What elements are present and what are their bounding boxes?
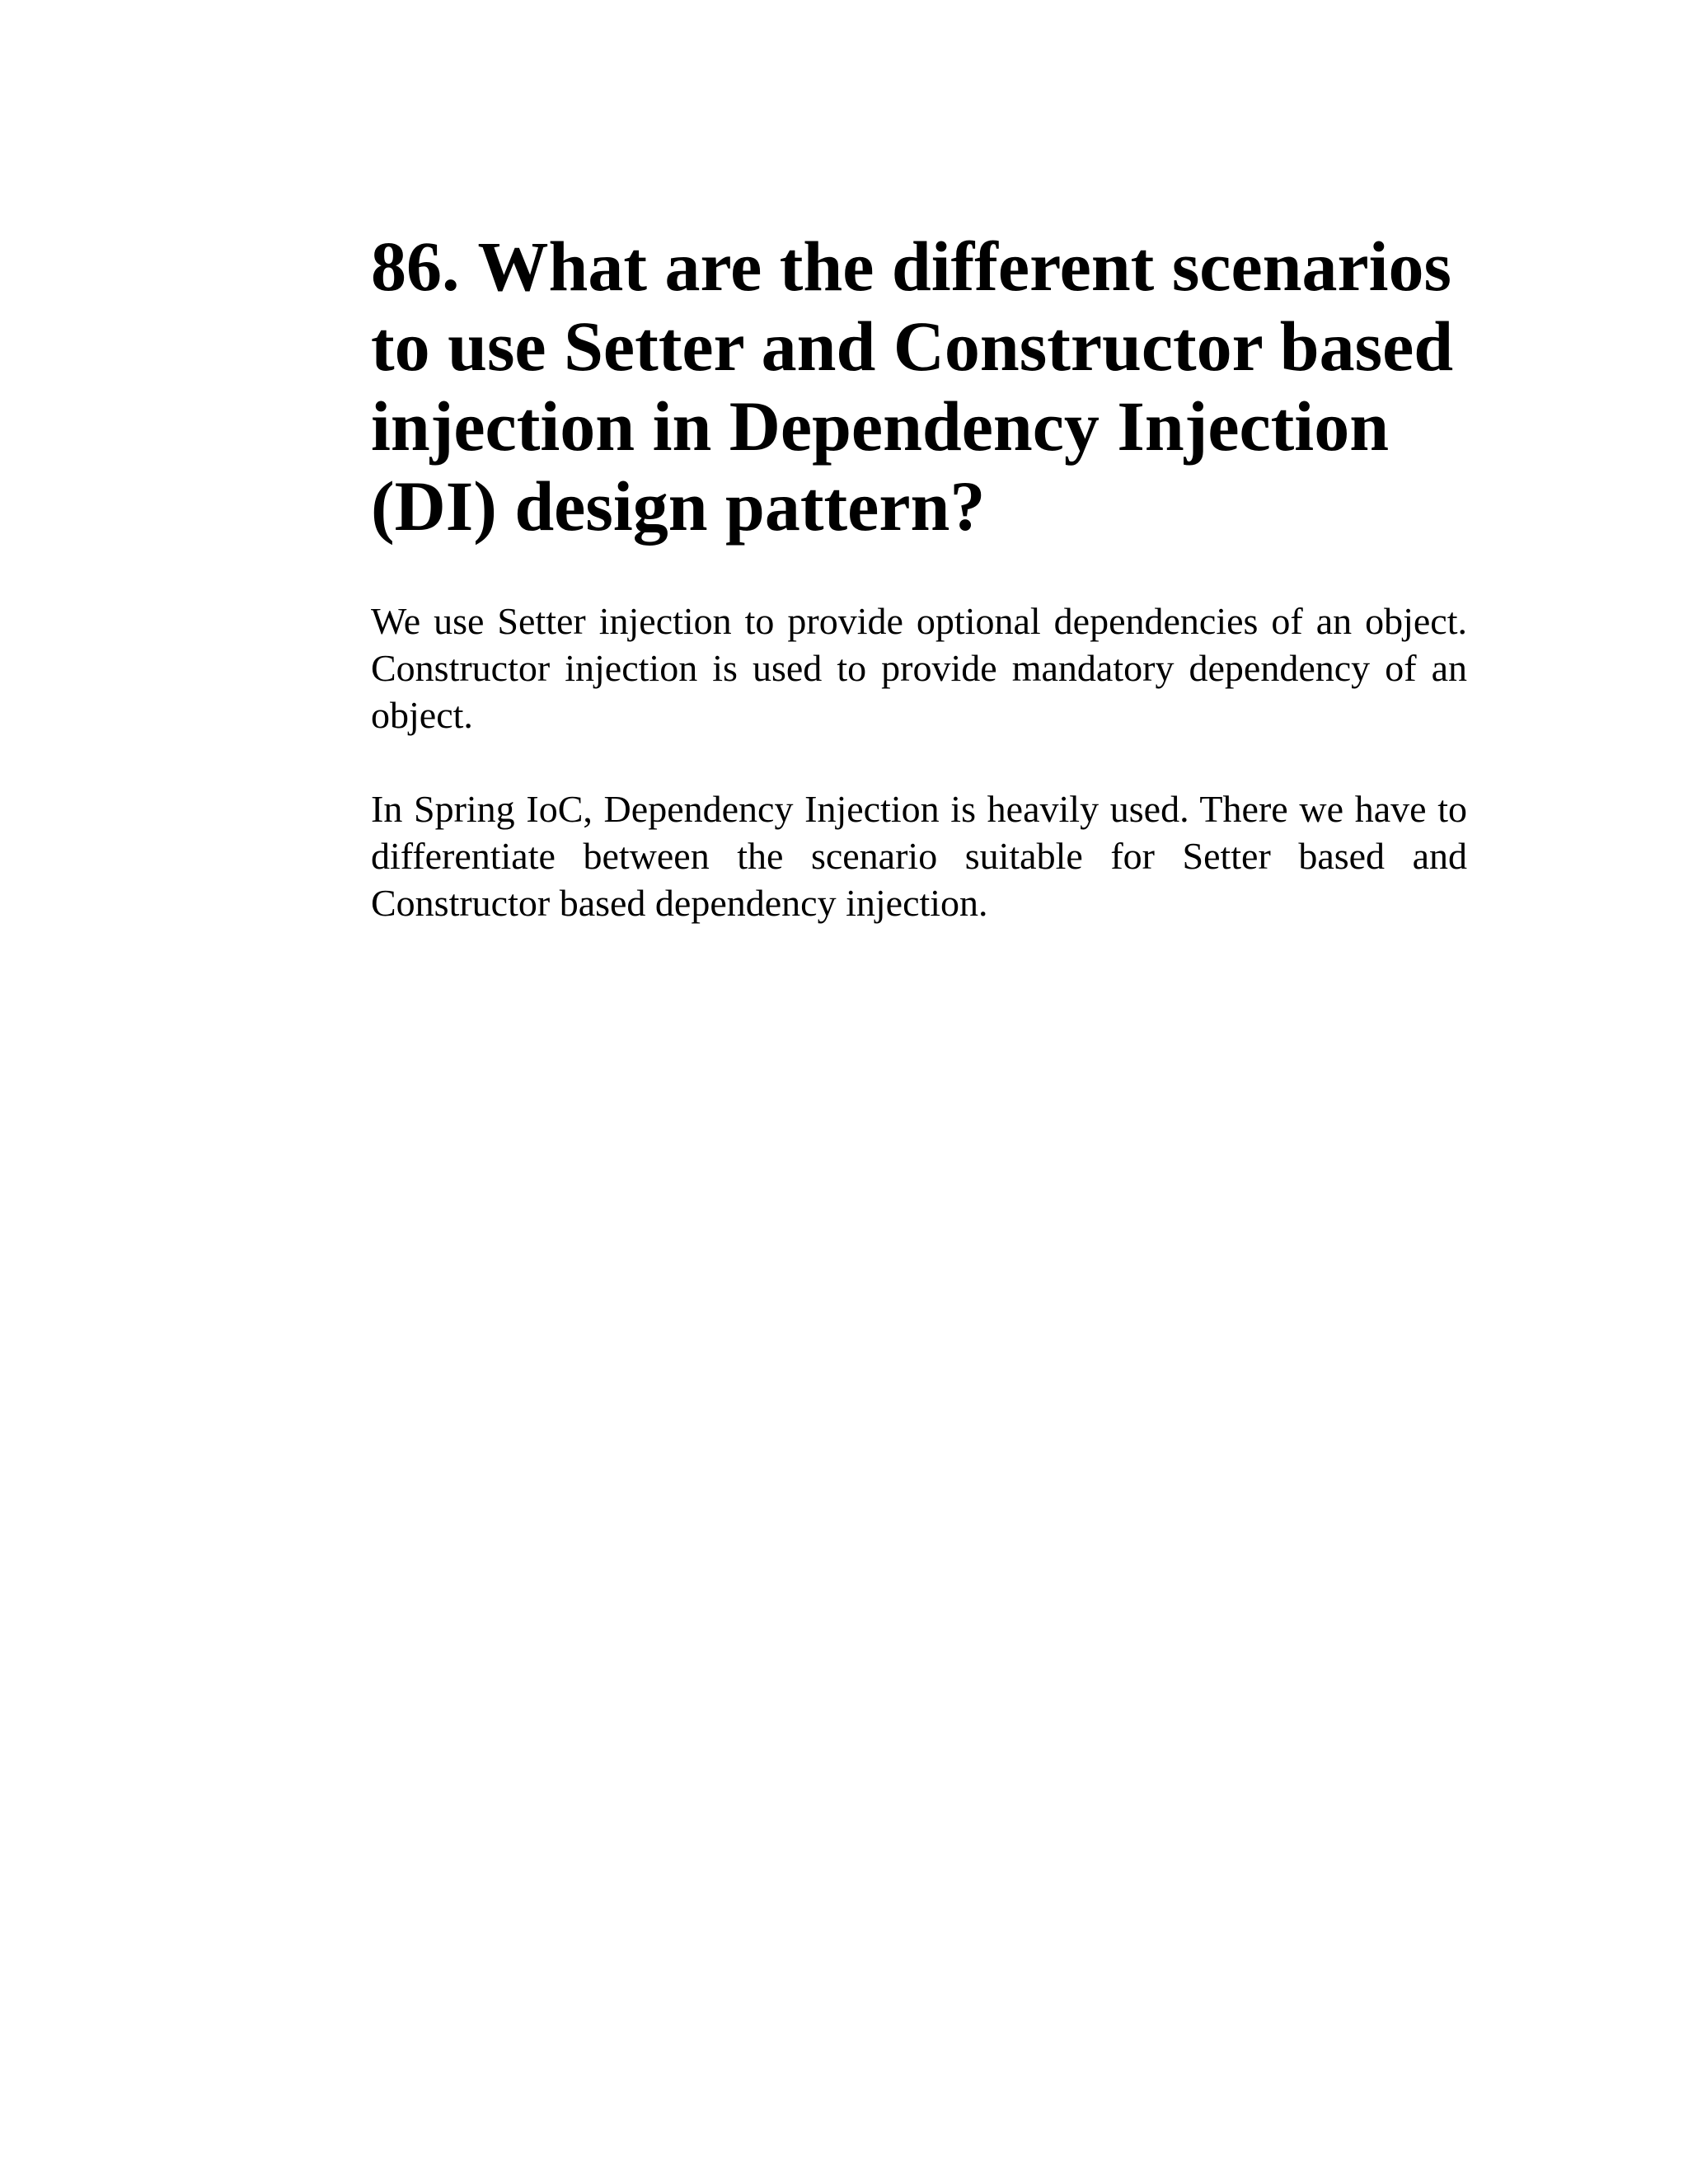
question-number: 86. [371, 227, 460, 306]
answer-paragraph-2: In Spring IoC, Dependency Injection is heavily used. There we have to differentiate between the scenario suitable for Setter based and Constructor based dependency injection. [371, 788, 1467, 924]
answer-paragraph-1: We use Setter injection to provide optional dependencies of an object. Constructor injection is used to provide mandatory dependency of an object. [371, 600, 1467, 736]
question-heading [371, 227, 1467, 546]
document-content [371, 227, 1467, 926]
question-title: What are the different scenarios to use Setter and Constructor based injection in Dependency Injection (DI) design pattern? [371, 227, 1454, 546]
